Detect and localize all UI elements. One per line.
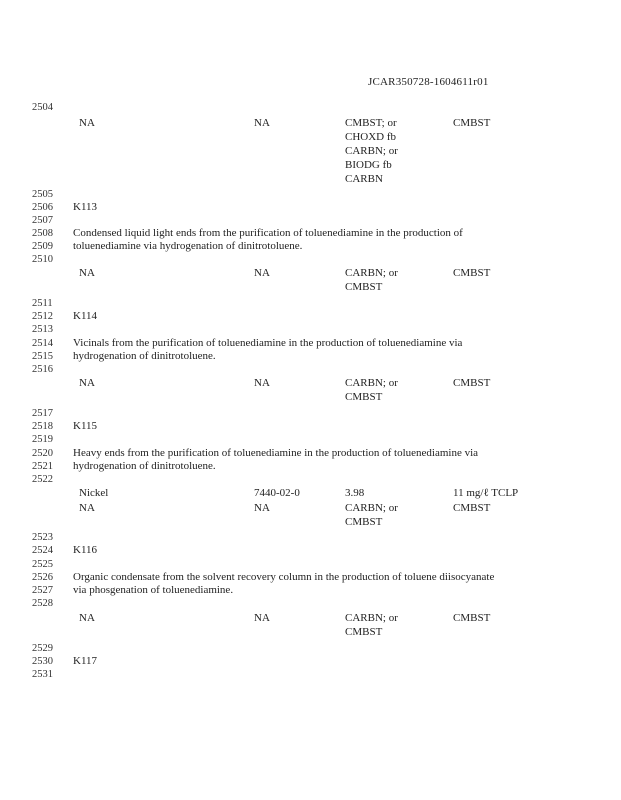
waste-description-line: Organic condensate from the solvent recovery column in the production of toluene diisocyanate — [73, 571, 495, 583]
constituent-cell: NA — [79, 612, 95, 624]
treatment-method-line: CMBST — [345, 281, 383, 293]
cas-number-cell: 7440-02-0 — [254, 487, 300, 499]
waste-code: K113 — [73, 201, 98, 213]
treatment-standard-value: 3.98 — [345, 487, 365, 499]
line-number: 2520 — [32, 448, 53, 459]
waste-description-line: toluenediamine via hydrogenation of dinitrotoluene. — [73, 240, 303, 252]
constituent-cell: NA — [79, 502, 95, 514]
standard-cell: CMBST — [453, 267, 491, 279]
line-number: 2521 — [32, 461, 53, 472]
treatment-method-line: CARBN; or — [345, 145, 398, 157]
treatment-method-line: CMBST — [345, 391, 383, 403]
waste-description-line: Condensed liquid light ends from the purification of toluenediamine in the production of — [73, 227, 463, 239]
cas-number-cell: NA — [254, 377, 270, 389]
waste-description-line: Heavy ends from the purification of toluenediamine in the production of toluenediamine via — [73, 447, 479, 459]
standard-cell: CMBST — [453, 502, 491, 514]
treatment-method-line: CMBST; or — [345, 117, 397, 129]
waste-code: K116 — [73, 544, 98, 556]
line-number: 2525 — [32, 559, 53, 570]
standard-cell: CMBST — [453, 117, 491, 129]
line-number: 2522 — [32, 474, 53, 485]
constituent-cell: Nickel — [79, 487, 109, 499]
treatment-method-line: CMBST — [345, 626, 383, 638]
waste-description-line: hydrogenation of dinitrotoluene. — [73, 350, 216, 362]
treatment-method-line: CARBN; or — [345, 267, 398, 279]
standard-cell: CMBST — [453, 377, 491, 389]
line-number: 2504 — [32, 102, 53, 113]
line-number: 2513 — [32, 324, 53, 335]
line-number: 2509 — [32, 241, 53, 252]
line-number: 2508 — [32, 228, 53, 239]
line-number: 2523 — [32, 532, 53, 543]
waste-description-line: Vicinals from the purification of toluenediamine in the production of toluenediamine via — [73, 337, 463, 349]
line-number: 2515 — [32, 351, 53, 362]
waste-code: K117 — [73, 655, 98, 667]
constituent-cell: NA — [79, 117, 95, 129]
line-number: 2526 — [32, 572, 53, 583]
cas-number-cell: NA — [254, 117, 270, 129]
waste-code: K115 — [73, 420, 98, 432]
line-number: 2511 — [32, 298, 53, 309]
line-number: 2518 — [32, 421, 53, 432]
line-number: 2512 — [32, 311, 53, 322]
standard-cell: 11 mg/ℓ TCLP — [453, 487, 519, 499]
line-number: 2528 — [32, 598, 53, 609]
treatment-method-line: CARBN — [345, 173, 383, 185]
line-number: 2519 — [32, 434, 53, 445]
line-number: 2530 — [32, 656, 53, 667]
treatment-method-line: CARBN; or — [345, 502, 398, 514]
line-number: 2527 — [32, 585, 53, 596]
line-number: 2516 — [32, 364, 53, 375]
line-number: 2517 — [32, 408, 53, 419]
line-number: 2507 — [32, 215, 53, 226]
constituent-cell: NA — [79, 377, 95, 389]
line-number: 2505 — [32, 189, 53, 200]
waste-description-line: via phosgenation of toluenediamine. — [73, 584, 234, 596]
treatment-method-line: CARBN; or — [345, 612, 398, 624]
cas-number-cell: NA — [254, 502, 270, 514]
waste-code: K114 — [73, 310, 98, 322]
cas-number-cell: NA — [254, 612, 270, 624]
treatment-method-line: CMBST — [345, 516, 383, 528]
standard-cell: CMBST — [453, 612, 491, 624]
treatment-method-line: BIODG fb — [345, 159, 392, 171]
waste-description-line: hydrogenation of dinitrotoluene. — [73, 460, 216, 472]
document-id: JCAR350728-1604611r01 — [368, 76, 489, 88]
line-number: 2510 — [32, 254, 53, 265]
constituent-cell: NA — [79, 267, 95, 279]
line-number: 2524 — [32, 545, 53, 556]
line-number: 2506 — [32, 202, 53, 213]
cas-number-cell: NA — [254, 267, 270, 279]
treatment-method-line: CHOXD fb — [345, 131, 397, 143]
line-number: 2529 — [32, 643, 53, 654]
line-number: 2514 — [32, 338, 53, 349]
treatment-method-line: CARBN; or — [345, 377, 398, 389]
line-number: 2531 — [32, 669, 53, 680]
